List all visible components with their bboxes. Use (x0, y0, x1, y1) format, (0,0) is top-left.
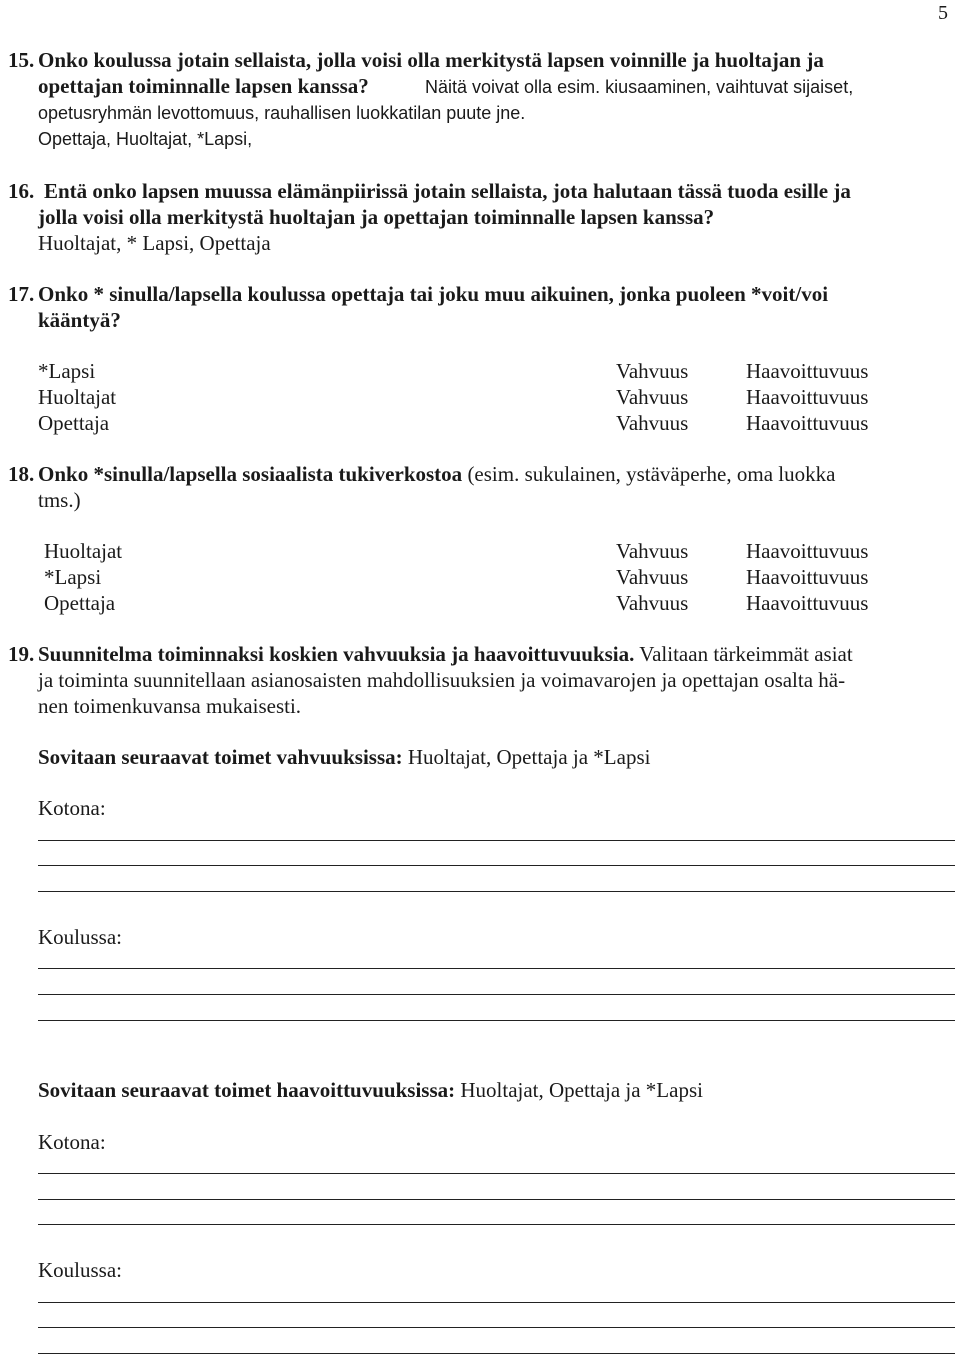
q16-number: 16. (8, 179, 35, 203)
q18-row-strength-option[interactable]: Vahvuus (616, 591, 689, 615)
q17-row-vulnerability-option[interactable]: Haavoittuvuus (746, 359, 869, 383)
strengths-heading-respondents: Huoltajat, Opettaja ja *Lapsi (407, 745, 651, 769)
q18-question-examples: (esim. sukulainen, ystäväperhe, oma luokka (467, 462, 836, 486)
q18-row-strength-option[interactable]: Vahvuus (616, 539, 689, 563)
q16-respondents: Huoltajat, * Lapsi, Opettaja (38, 231, 271, 255)
q17-number: 17. (8, 282, 35, 306)
q18-row-respondent: Huoltajat (44, 539, 123, 563)
strengths-heading (38, 744, 650, 770)
strengths-home-label: Kotona: (38, 796, 106, 820)
q17-row-vulnerability-option[interactable]: Haavoittuvuus (746, 411, 869, 435)
vulnerabilities-school-line[interactable] (38, 1327, 955, 1328)
vulnerabilities-school-line[interactable] (38, 1302, 955, 1303)
q18-number: 18. (8, 462, 35, 486)
strengths-school-line[interactable] (38, 1020, 955, 1021)
q17-row-strength-option[interactable]: Vahvuus (616, 411, 689, 435)
q18-row-vulnerability-option[interactable]: Haavoittuvuus (746, 565, 869, 589)
q19-question (38, 641, 853, 667)
q17-row-vulnerability-option[interactable]: Haavoittuvuus (746, 385, 869, 409)
strengths-school-label: Koulussa: (38, 925, 122, 949)
q15-number: 15. (8, 48, 35, 72)
q17-question-line1: Onko * sinulla/lapsella koulussa opettaja tai joku muu aikuinen, jonka puoleen *voit/voi (38, 282, 829, 306)
q19-question-bold: Suunnitelma toiminnaksi koskien vahvuuksia ja haavoittuvuuksia. (38, 642, 635, 666)
vulnerabilities-home-label: Kotona: (38, 1130, 106, 1154)
q18-row-vulnerability-option[interactable]: Haavoittuvuus (746, 591, 869, 615)
q18-row-respondent: Opettaja (44, 591, 116, 615)
q17-question-line2: kääntyä? (38, 308, 121, 332)
vulnerabilities-home-line[interactable] (38, 1224, 955, 1225)
q15-respondents: Opettaja, Huoltajat, *Lapsi, (38, 129, 253, 149)
q15-question-line2: opettajan toiminnalle lapsen kanssa? (38, 74, 369, 98)
q18-row-strength-option[interactable]: Vahvuus (616, 565, 689, 589)
q17-row-strength-option[interactable]: Vahvuus (616, 385, 689, 409)
vulnerabilities-heading-bold: Sovitaan seuraavat toimet haavoittuvuuksissa: (38, 1078, 456, 1102)
q19-question-line3: nen toimenkuvansa mukaisesti. (38, 694, 302, 718)
page-number: 5 (938, 2, 948, 24)
q17-row-respondent: *Lapsi (38, 359, 96, 383)
q15-examples-line1: Näitä voivat olla esim. kiusaaminen, vaihtuvat sijaiset, (425, 77, 854, 97)
strengths-school-line[interactable] (38, 994, 955, 995)
vulnerabilities-heading (38, 1077, 703, 1103)
q18-row-vulnerability-option[interactable]: Haavoittuvuus (746, 539, 869, 563)
vulnerabilities-home-line[interactable] (38, 1173, 955, 1174)
vulnerabilities-heading-respondents: Huoltajat, Opettaja ja *Lapsi (460, 1078, 703, 1102)
q17-row-strength-option[interactable]: Vahvuus (616, 359, 689, 383)
vulnerabilities-school-label: Koulussa: (38, 1258, 122, 1282)
q17-row-respondent: Huoltajat (38, 385, 117, 409)
q15-question-line1: Onko koulussa jotain sellaista, jolla voisi olla merkitystä lapsen voinnille ja huoltajan ja (38, 48, 824, 72)
q17-row-respondent: Opettaja (38, 411, 110, 435)
q18-question-line2: tms.) (38, 488, 81, 512)
q19-number: 19. (8, 642, 35, 666)
strengths-school-line[interactable] (38, 968, 955, 969)
q15-examples-line2: opetusryhmän levottomuus, rauhallisen luokkatilan puute jne. (38, 103, 526, 123)
vulnerabilities-home-line[interactable] (38, 1199, 955, 1200)
strengths-heading-bold: Sovitaan seuraavat toimet vahvuuksissa: (38, 745, 403, 769)
vulnerabilities-school-line[interactable] (38, 1353, 955, 1354)
q19-question-line2: ja toiminta suunnitellaan asianosaisten mahdollisuuksien ja voimavarojen ja opettajan osalta hä- (38, 668, 846, 692)
q16-question-line2: jolla voisi olla merkitystä huoltajan ja opettajan toiminnalle lapsen kanssa? (38, 205, 715, 229)
q18-question-bold: Onko *sinulla/lapsella sosiaalista tukiverkostoa (38, 462, 463, 486)
strengths-home-line[interactable] (38, 865, 955, 866)
q19-question-plain: Valitaan tärkeimmät asiat (639, 642, 853, 666)
q18-row-respondent: *Lapsi (44, 565, 102, 589)
q18-question (38, 461, 835, 487)
strengths-home-line[interactable] (38, 891, 955, 892)
strengths-home-line[interactable] (38, 840, 955, 841)
q16-question-line1: Entä onko lapsen muussa elämänpiirissä jotain sellaista, jota halutaan tässä tuoda esille ja (44, 179, 851, 203)
